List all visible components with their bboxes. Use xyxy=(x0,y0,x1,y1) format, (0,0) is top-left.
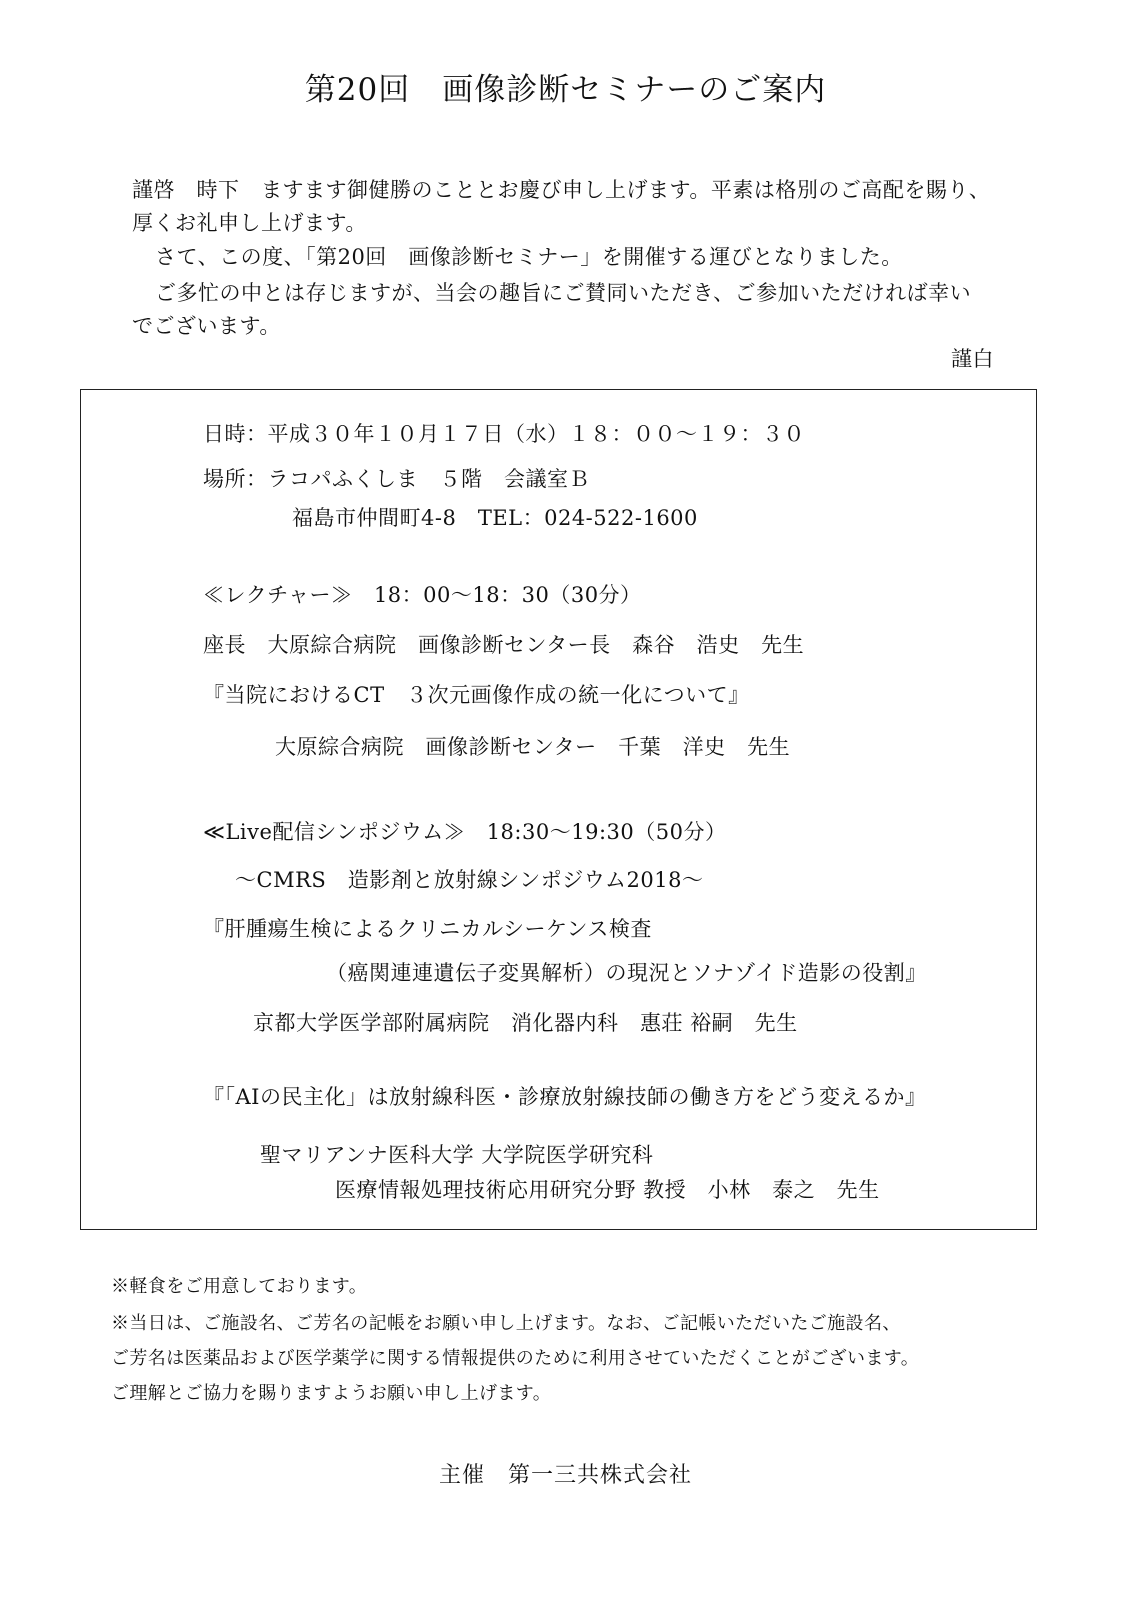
greeting-line-1: 謹啓 時下 ますます御健勝のこととお慶び申し上げます。平素は格別のご高配を賜り、 xyxy=(132,178,991,202)
event-venue: 場所：ラコパふくしま ５階 会議室Ｂ xyxy=(203,467,590,491)
note-2: ※当日は、ご施設名、ご芳名の記帳をお願い申し上げます。なお、ご記帳いただいたご施設名、 xyxy=(111,1313,901,1334)
greeting-line-5: でございます。 xyxy=(132,314,281,338)
event-datetime: 日時：平成３０年１０月１７日（水）１８：００～１９：３０ xyxy=(203,422,805,446)
organizer: 主催 第一三共株式会社 xyxy=(438,1463,692,1488)
symposium-topic-1-line-2: （癌関連連遺伝子変異解析）の現況とソナゾイド造影の役割』 xyxy=(326,961,927,985)
page-title: 第20回 画像診断セミナーのご案内 xyxy=(304,72,827,108)
greeting-line-4: ご多忙の中とは存じますが、当会の趣旨にご賛同いただき、ご参加いただければ幸い xyxy=(155,281,972,305)
greeting-line-3: さて、この度、「第20回 画像診断セミナー」を開催する運びとなりました。 xyxy=(155,245,903,269)
note-4: ご理解とご協力を賜りますようお願い申し上げます。 xyxy=(111,1383,552,1404)
lecture-chair: 座長 大原綜合病院 画像診断センター長 森谷 浩史 先生 xyxy=(203,633,805,657)
lecture-speaker: 大原綜合病院 画像診断センター 千葉 洋史 先生 xyxy=(275,735,791,759)
note-3: ご芳名は医薬品および医学薬学に関する情報提供のために利用させていただくことがございます。 xyxy=(111,1348,920,1369)
note-1: ※軽食をご用意しております。 xyxy=(111,1276,368,1297)
greeting-line-2: 厚くお礼申し上げます。 xyxy=(132,211,367,235)
symposium-topic-2: 『「AIの民主化」は放射線科医・診療放射線技師の働き方をどう変えるか』 xyxy=(203,1085,927,1109)
symposium-speaker-2-line-2: 医療情報処理技術応用研究分野 教授 小林 泰之 先生 xyxy=(335,1178,880,1202)
symposium-subtitle: ～CMRS 造影剤と放射線シンポジウム2018～ xyxy=(235,868,704,892)
symposium-heading: ≪Live配信シンポジウム≫ 18:30～19:30（50分） xyxy=(203,820,727,844)
symposium-topic-1-line-1: 『肝腫瘍生検によるクリニカルシーケンス検査 xyxy=(203,917,652,941)
greeting-closing: 謹白 xyxy=(951,347,994,371)
symposium-speaker-2-line-1: 聖マリアンナ医科大学 大学院医学研究科 xyxy=(260,1143,654,1167)
symposium-speaker-1: 京都大学医学部附属病院 消化器内科 惠荘 裕嗣 先生 xyxy=(253,1011,798,1035)
event-address: 福島市仲間町4-8 TEL：024-522-1600 xyxy=(292,506,698,530)
lecture-heading: ≪レクチャー≫ 18：00～18：30（30分） xyxy=(203,583,642,607)
lecture-topic: 『当院におけるCT ３次元画像作成の統一化について』 xyxy=(203,683,750,707)
